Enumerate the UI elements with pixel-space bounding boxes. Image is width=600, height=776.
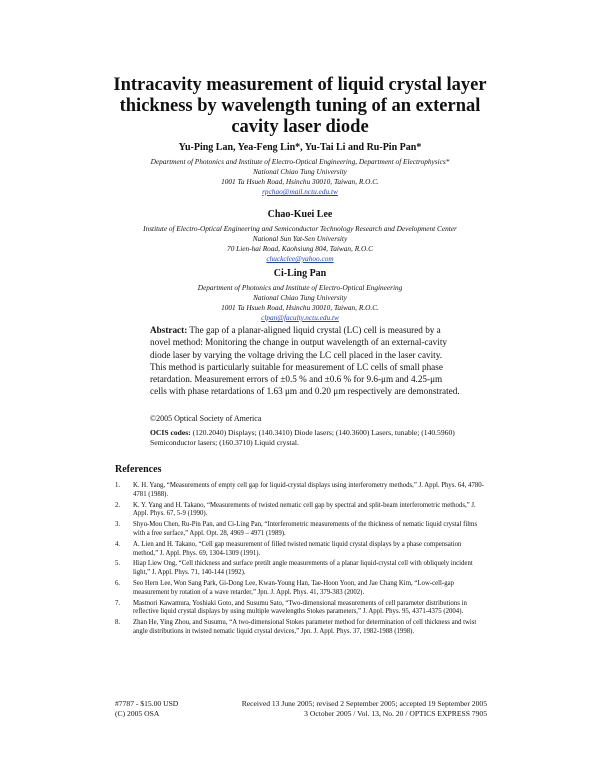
- affiliation-1: [95, 157, 505, 197]
- ocis-text: (120.2040) Displays; (140.3410) Diode lasers; (140.3600) Lasers, tunable; (140.5960) Semiconductor lasers; (160.3710) Liquid crystal.: [150, 428, 455, 447]
- reference-item: [115, 502, 485, 520]
- affiliation-line: 70 Lien-hai Road, Kaohsiung 804, Taiwan, R.O.C: [227, 244, 373, 253]
- reference-number: 7.: [115, 599, 121, 607]
- affiliation-line: Department of Photonics and Institute of Electro-Optical Engineering: [197, 283, 403, 292]
- reference-number: 5.: [115, 560, 121, 568]
- abstract: [150, 324, 460, 398]
- affiliation-line: 1001 Ta Hsueh Road, Hsinchu 30010, Taiwan, R.O.C.: [221, 303, 379, 312]
- reference-item: [115, 600, 485, 618]
- reference-item: [115, 619, 485, 637]
- footer-journal-info: 3 October 2005 / Vol. 13, No. 20 / OPTICS EXPRESS 7905: [304, 709, 487, 718]
- references-list: [115, 482, 485, 639]
- references-heading: References: [115, 464, 162, 475]
- affiliation-2: [95, 224, 505, 264]
- abstract-text: The gap of a planar-aligned liquid crystal (LC) cell is measured by a novel method: Monitoring the change in output wavelength of an external-cavity diode laser by varying the voltage driving the LC cell placed in the laser cavity. This method is particularly suitable for measurement of LC cells of small phase retardation. Measurement errors of ±0.5 % and ±0.6 % for 9.6-μm and 4.25-μm cells with phase retardations of 1.63 μm and 0.20 μm respectively are demonstrated.: [150, 325, 460, 397]
- ocis-label: OCIS codes:: [150, 428, 191, 437]
- footer-copyright: (C) 2005 OSA: [115, 709, 160, 718]
- reference-number: 2.: [115, 501, 121, 509]
- email-link[interactable]: chuckclee@yahoo.com: [266, 254, 334, 263]
- email-link[interactable]: rpchao@mail.nctu.edu.tw: [262, 187, 338, 196]
- reference-item: [115, 560, 485, 578]
- copyright-line: ©2005 Optical Society of America: [150, 414, 262, 423]
- author-3: Ci-Ling Pan: [273, 268, 327, 279]
- reference-number: 4.: [115, 540, 121, 548]
- abstract-label: Abstract:: [150, 325, 188, 335]
- affiliation-line: Department of Photonics and Institute of Electro-Optical Engineering, Department of Electrophysics*: [150, 157, 450, 166]
- affiliation-line: National Sun Yat-Sen University: [252, 234, 348, 243]
- reference-text: Shyu-Mou Chen, Ru-Pin Pan, and Ci-Ling Pan, “Interferometric measurements of the thickness of nematic liquid crystal films with a free surface,” Appl. Opt. 28, 4969 – 4971 (1989).: [133, 521, 478, 537]
- footer-received-dates: Received 13 June 2005; revised 2 September 2005; accepted 19 September 2005: [241, 699, 487, 708]
- ocis-codes: [150, 428, 460, 448]
- paper-title: Intracavity measurement of liquid crystal layer thickness by wavelength tuning of an external cavity laser diode: [113, 75, 487, 137]
- affiliation-line: National Chiao Tung University: [253, 293, 347, 302]
- reference-text: K. Y. Yang and H. Takano, “Measurements of twisted nematic cell gap by spectral and split-beam interferometric methods,” J. Appl. Phys. 67, 5-9 (1990).: [133, 501, 476, 518]
- reference-item: [115, 580, 485, 598]
- reference-number: 8.: [115, 619, 121, 627]
- reference-number: 3.: [115, 521, 121, 529]
- reference-text: Hiap Liew Ong, “Cell thickness and surface pretilt angle measurements of a planar liquid-crystal cell with obliquely incident light,” J. Appl. Phys. 71, 140-144 (1992).: [133, 560, 473, 577]
- reference-text: A. Lien and H. Takano, “Cell gap measurement of filled twisted nematic liquid crystal displays by a phase compensation method,” J. Appl. Phys. 69, 1304-1309 (1991).: [133, 540, 462, 557]
- reference-text: Zhan He, Ying Zhou, and Susumu, “A two-dimensional Stokes parameter method for determination of cell thickness and twist angle distributions in twisted nematic liquid crystal devices,” Jpn. J. Appl. Phys. 37, 1982-1988 (1998).: [133, 619, 477, 635]
- affiliation-line: Institute of Electro-Optical Engineering and Semiconductor Technology Research and Development Center: [143, 224, 457, 233]
- reference-item: [115, 521, 485, 539]
- affiliation-line: 1001 Ta Hsueh Road, Hsinchu 30010, Taiwan, R.O.C.: [221, 177, 379, 186]
- reference-item: [115, 541, 485, 559]
- reference-text: K. H. Yang, “Measurements of empty cell gap for liquid-crystal displays using interferometry methods,” J. Appl. Phys. 64, 4780-4781 (1988).: [133, 482, 484, 498]
- reference-text: Mastnori Kawamura, Yoshiaki Goto, and Susumu Sato, “Two-dimensional measurements of cell parameter distributions in reflective liquid crystal displays by using multiple wavelengths Stokes parameters,” J. Appl. Phys. 95, 4371-4375 (2004).: [133, 599, 467, 616]
- author-2: Chao-Kuei Lee: [267, 209, 333, 220]
- reference-item: [115, 482, 485, 500]
- authors-line: Yu-Ping Lan, Yea-Feng Lin*, Yu-Tai Li and Ru-Pin Pan*: [178, 142, 422, 153]
- email-link[interactable]: clpan@faculty.nctu.edu.tw: [261, 313, 339, 322]
- reference-text: Seo Hern Lee, Won Sang Park, Gi-Dong Lee, Kwan-Young Han, Tae-Hoon Yoon, and Jae Chang Kim, “Low-cell-gap measurement by rotation of a wave retarder,” Jpn. J. Appl. Phys. 41, 379-383 (2002).: [133, 579, 455, 596]
- affiliation-3: [95, 283, 505, 323]
- footer-doc-number: #7787 - $15.00 USD: [115, 699, 179, 708]
- reference-number: 6.: [115, 579, 121, 587]
- reference-number: 1.: [115, 482, 121, 489]
- page-footer: [115, 699, 487, 719]
- affiliation-line: National Chiao Tung University: [253, 167, 347, 176]
